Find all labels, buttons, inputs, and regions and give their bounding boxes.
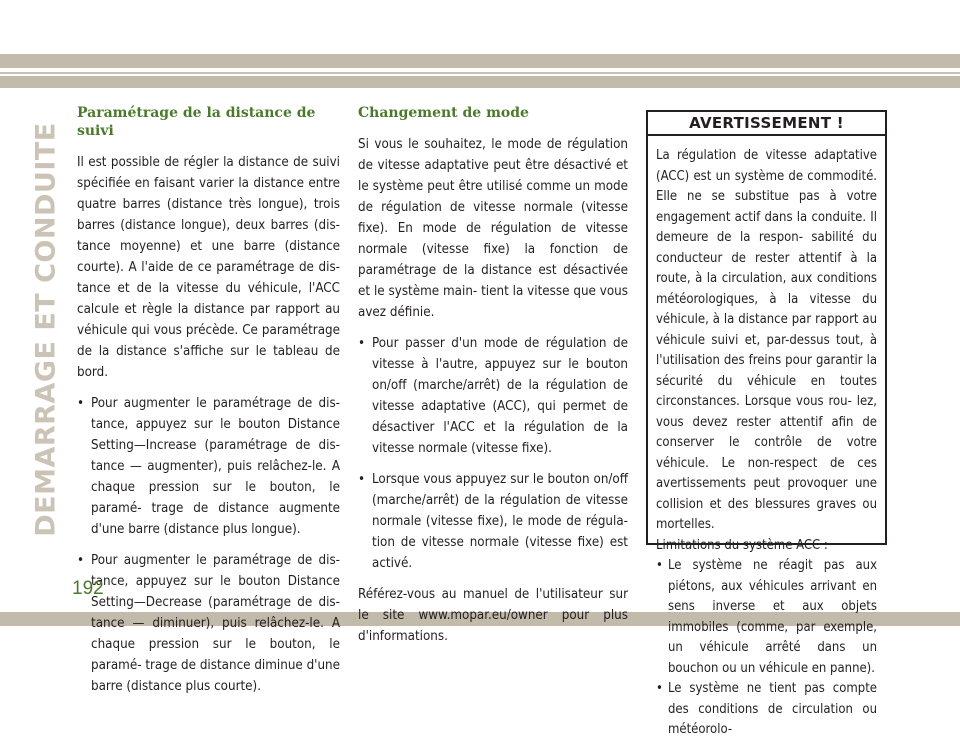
bullet-switch-mode: • Pour passer d'un mode de régulation de vitesse à l'autre, appuyez sur le bouton on/off (marche/arrêt) de la régulation de vitesse adaptative (ACC), qui permet de désactiver l'ACC et la régulation de la vitesse normale (vitesse fixe). bbox=[358, 333, 628, 459]
warning-bullet-conditions: • Le système ne tient pas compte des conditions de circulation ou météorolo- bbox=[656, 679, 877, 741]
column-mode-change bbox=[358, 104, 628, 657]
warning-box bbox=[646, 110, 887, 737]
paragraph-mode-change: Si vous le souhaitez, le mode de régulation de vitesse adaptative peut être désactivé et le système peut être utilisé comme un mode de régulation de vitesse normale (vitesse fixe). En mode de régulation de vitesse normale (vitesse fixe) la fonction de paramétrage de la distance est désactivée et le système main- tient la vitesse que vous avez définie. bbox=[358, 137, 628, 320]
paragraph-owner-site: Référez-vous au manuel de l'utilisateur sur le site www.mopar.eu/owner pour plus d'informations. bbox=[358, 587, 628, 644]
page-number: 192 bbox=[72, 578, 104, 599]
section-side-tab bbox=[30, 94, 62, 564]
bullet-decrease-distance: • Pour augmenter le paramétrage de dis- tance, appuyez sur le bouton Distance Setting—Decrease (paramétrage de dis- tance — diminuer), puis relâchez-le. A chaque pression sur le bouton, le paramé- trage de distance diminue d'une barre (distance plus courte). bbox=[77, 550, 340, 697]
heading-following-distance: Paramétrage de la distance de suivi bbox=[77, 105, 316, 139]
bullet-list-distance bbox=[77, 393, 340, 697]
warning-paragraph: La régulation de vitesse adaptative (ACC) est un système de commodité. Elle ne se substitue pas à votre engagement actif dans la conduite. Il demeure de la respon- sabilité du conducteur de rester attentif à la route, à la circulation, aux conditions météorologiques, à la vitesse du véhicule, à la distance par rapport au véhicule suivi et, par-dessus tout, à l'utilisation des freins pour garantir la sécurité du véhicule en toutes circonstances. Lorsque vous rou- lez, vous devez rester attentif afin de conserver le contrôle de votre véhicule. Le non-respect de ces avertissements peut provoquer une collision et des blessures graves ou mortelles. bbox=[656, 148, 877, 532]
header-band bbox=[0, 54, 960, 88]
warning-bullet-pedestrians: • Le système ne réagit pas aux piétons, aux véhicules arrivant en sens inverse et aux objets immobiles (comme, par exemple, un véhicule arrêté dans un bouchon ou un véhicule en panne). bbox=[656, 556, 877, 679]
column-following-distance bbox=[77, 104, 340, 707]
warning-title: AVERTISSEMENT ! bbox=[648, 112, 885, 136]
warning-bullet-list bbox=[656, 556, 877, 741]
bullet-list-mode bbox=[358, 333, 628, 574]
heading-mode-change: Changement de mode bbox=[358, 105, 529, 121]
bullet-normal-mode: • Lorsque vous appuyez sur le bouton on/off (marche/arrêt) de la régulation de vitesse normale (vitesse fixe), le mode de régula- tion de vitesse normale (vitesse fixe) est activé. bbox=[358, 469, 628, 574]
side-tab-label: DEMARRAGE ET CONDUITE bbox=[30, 121, 62, 537]
bullet-increase-distance: • Pour augmenter le paramétrage de dis- tance, appuyez sur le bouton Distance Setting—Increase (paramétrage de dis- tance — augmenter), puis relâchez-le. A chaque pression sur le bouton, le paramé- trage de distance augmente d'une barre (distance plus longue). bbox=[77, 393, 340, 540]
paragraph-following-distance: Il est possible de régler la distance de suivi spécifiée en faisant varier la distance entre quatre barres (distance très longue), trois barres (distance longue), deux barres (dis- tance moyenne) et une barre (distance courte). A l'aide de ce paramétrage de dis- tance et de la vitesse du véhicule, l'ACC calcule et règle la distance par rapport au véhicule qui vous précède. Ce paramétrage de la distance s'affiche sur le tableau de bord. bbox=[77, 155, 340, 380]
warning-limits-label: Limitations du système ACC : bbox=[656, 537, 828, 553]
warning-body bbox=[648, 136, 885, 741]
